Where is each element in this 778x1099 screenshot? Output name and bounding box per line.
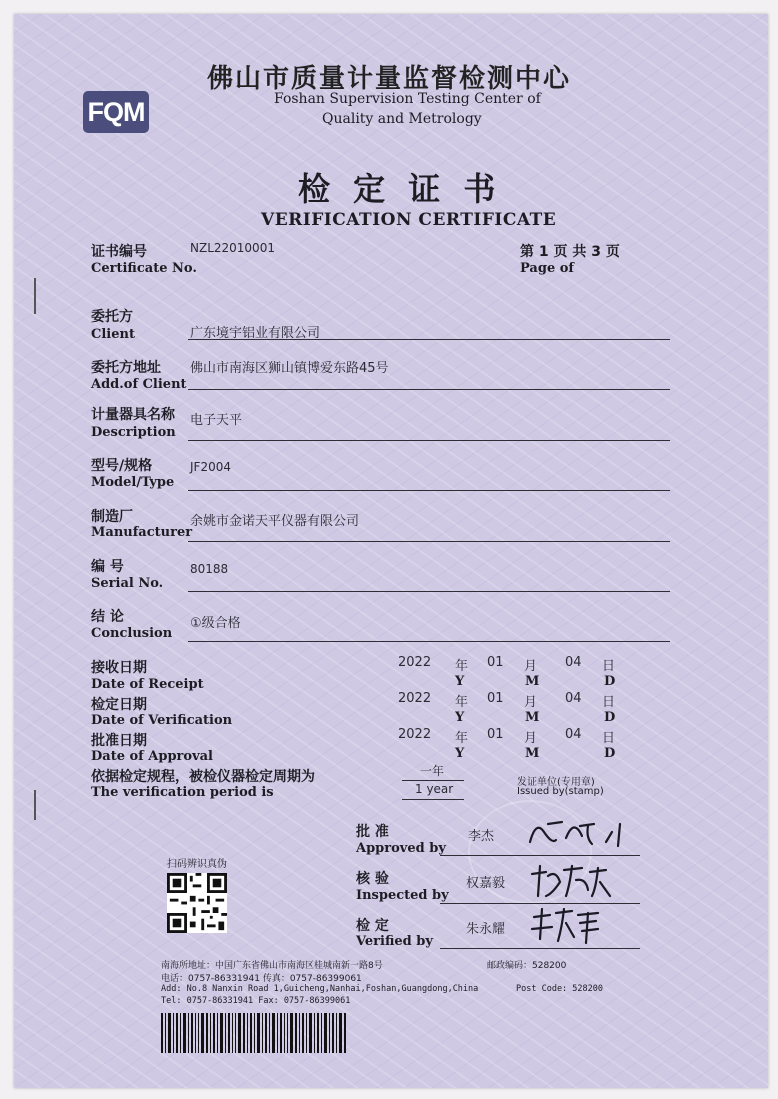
qr-caption: 扫码辨识真伪 (167, 859, 227, 870)
handwritten-signature (522, 812, 632, 852)
date-day: 04 (565, 655, 582, 670)
month-unit-en: M (525, 746, 540, 761)
field-label-cn: 委托方地址 (91, 360, 161, 376)
month-unit-en: M (525, 710, 540, 725)
date-label-en: Date of Approval (91, 749, 213, 764)
field-underline (188, 490, 670, 491)
page-count-cn: 第 1 页 共 3 页 (520, 244, 620, 260)
year-unit-cn: 年 (455, 659, 469, 674)
field-label-en: Serial No. (91, 576, 164, 591)
page-count-en: Page of (520, 261, 574, 276)
handwritten-signature (528, 905, 608, 949)
date-label-en: Date of Verification (91, 713, 233, 728)
field-underline (188, 440, 670, 441)
footer-address-en: Add: No.8 Nanxin Road 1,Guicheng,Nanhai,Foshan,Guangdong,China (161, 984, 479, 994)
year-unit-cn: 年 (455, 731, 469, 746)
barcode-icon (161, 1013, 346, 1053)
org-name-cn: 佛山市质量计量监督检测中心 (207, 64, 572, 94)
period-underline (402, 799, 464, 800)
month-unit-cn: 月 (524, 659, 538, 674)
footer-postcode-en: Post Code: 528200 (516, 984, 603, 994)
month-unit-cn: 月 (524, 695, 538, 710)
field-label-en: Conclusion (91, 626, 173, 641)
day-unit-cn: 日 (602, 659, 616, 674)
field-underline (188, 339, 670, 340)
signature-label-cn: 检 定 (356, 918, 389, 934)
fqm-logo: FQM (83, 91, 149, 133)
field-value: ①级合格 (190, 616, 241, 631)
period-underline (402, 780, 464, 781)
period-value-cn: 一年 (420, 764, 445, 778)
signer-name: 李杰 (468, 829, 495, 844)
date-label-cn: 批准日期 (91, 733, 147, 749)
day-unit-en: D (604, 710, 616, 725)
month-unit-cn: 月 (524, 731, 538, 746)
year-unit-cn: 年 (455, 695, 469, 710)
org-name-en-line1: Foshan Supervision Testing Center of (274, 91, 541, 107)
signature-label-en: Inspected by (356, 888, 449, 903)
period-value-en: 1 year (415, 782, 454, 796)
title-cn: 检 定 证 书 (298, 170, 502, 208)
signature-label-en: Approved by (356, 841, 446, 856)
signature-underline (440, 948, 640, 949)
signer-name: 朱永耀 (466, 922, 506, 937)
period-label-cn: 依据检定规程，被检仪器检定周期为 (91, 769, 315, 785)
certificate-no-label-en: Certificate No. (91, 261, 197, 276)
footer-tel-cn: 电话：0757-86331941 传真：0757-86399061 (161, 974, 362, 984)
date-day: 04 (565, 691, 582, 706)
year-unit-en: Y (455, 674, 465, 689)
field-label-en: Add.of Client (91, 377, 187, 392)
binding-mark (34, 278, 36, 314)
period-label-en: The verification period is (91, 785, 274, 800)
org-name-en-line2: Quality and Metrology (322, 111, 482, 127)
certificate-no-label-cn: 证书编号 (91, 244, 147, 260)
field-label-cn: 结 论 (91, 609, 124, 625)
signer-name: 权嘉毅 (466, 876, 506, 891)
date-label-en: Date of Receipt (91, 677, 204, 692)
signature-label-en: Verified by (356, 934, 433, 949)
field-label-cn: 制造厂 (91, 509, 133, 525)
date-month: 01 (487, 655, 504, 670)
signature-underline (440, 855, 640, 856)
footer-address-cn: 南海所地址：中国广东省佛山市南海区桂城南新一路8号 (161, 961, 383, 971)
field-underline (188, 591, 670, 592)
year-unit-en: Y (455, 710, 465, 725)
field-value: 电子天平 (190, 413, 243, 428)
field-value: JF2004 (190, 460, 231, 474)
footer-tel-en: Tel: 0757-86331941 Fax: 0757-86399061 (161, 996, 351, 1006)
certificate-no-value: NZL22010001 (190, 241, 275, 255)
date-month: 01 (487, 691, 504, 706)
field-label-en: Description (91, 425, 176, 440)
footer-postcode-cn: 邮政编码：528200 (487, 961, 567, 971)
field-label-cn: 委托方 (91, 309, 133, 325)
field-label-cn: 计量器具名称 (91, 407, 175, 423)
day-unit-cn: 日 (602, 731, 616, 746)
signature-label-cn: 批 准 (356, 824, 389, 840)
title-en: VERIFICATION CERTIFICATE (261, 210, 557, 230)
day-unit-cn: 日 (602, 695, 616, 710)
field-underline (188, 541, 670, 542)
day-unit-en: D (604, 674, 616, 689)
field-label-cn: 编 号 (91, 559, 124, 575)
date-month: 01 (487, 727, 504, 742)
signature-label-cn: 核 验 (356, 871, 389, 887)
field-underline (188, 641, 670, 642)
field-underline (188, 389, 670, 390)
date-label-cn: 接收日期 (91, 660, 147, 676)
year-unit-en: Y (455, 746, 465, 761)
handwritten-signature (526, 860, 616, 902)
field-value: 80188 (190, 562, 229, 576)
field-value: 广东境宇铝业有限公司 (190, 326, 321, 341)
issuer-label-cn: 发证单位(专用章) (517, 777, 595, 788)
month-unit-en: M (525, 674, 540, 689)
date-year: 2022 (398, 727, 432, 742)
signature-underline (440, 903, 640, 904)
date-year: 2022 (398, 691, 432, 706)
date-label-cn: 检定日期 (91, 697, 147, 713)
qr-code-icon[interactable] (167, 873, 227, 933)
field-value: 余姚市金诺天平仪器有限公司 (190, 514, 360, 529)
day-unit-en: D (604, 746, 616, 761)
date-year: 2022 (398, 655, 432, 670)
issuer-label-en: Issued by(stamp) (517, 786, 604, 797)
field-value: 佛山市南海区狮山镇博爱东路45号 (190, 361, 389, 376)
field-label-en: Model/Type (91, 475, 175, 490)
field-label-cn: 型号/规格 (91, 458, 153, 474)
date-day: 04 (565, 727, 582, 742)
field-label-en: Client (91, 327, 135, 342)
binding-mark (34, 790, 36, 820)
field-label-en: Manufacturer (91, 525, 193, 540)
